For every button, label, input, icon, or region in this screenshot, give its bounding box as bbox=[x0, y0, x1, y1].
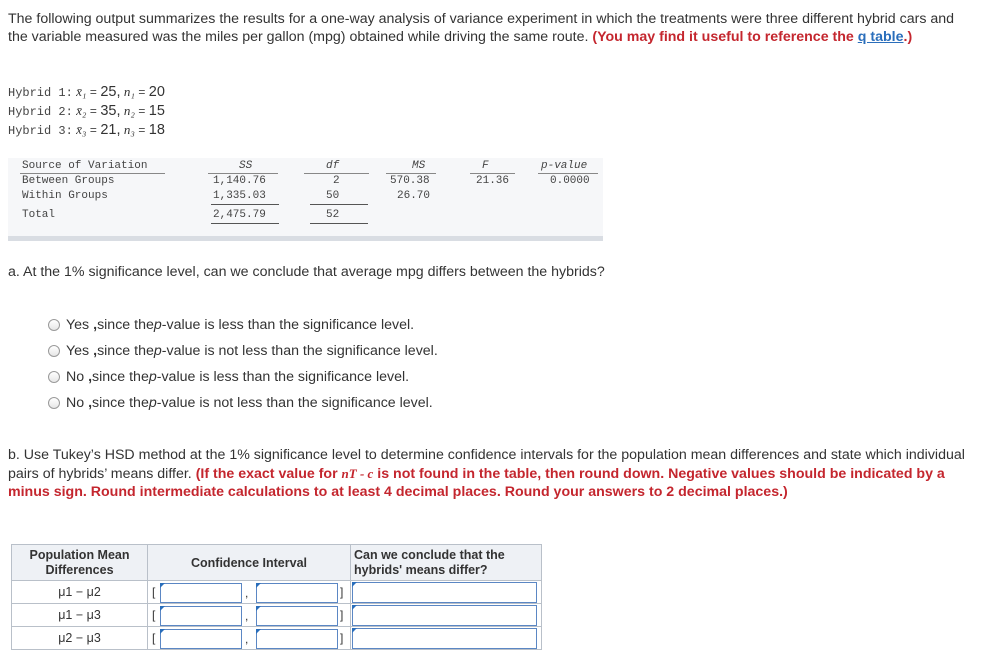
option-a-2[interactable] bbox=[48, 342, 438, 360]
anova-row-df: 2 bbox=[333, 175, 340, 187]
option-post: -value is less than the significance level. bbox=[156, 369, 410, 385]
anova-divider bbox=[8, 236, 603, 241]
input-marker bbox=[256, 583, 261, 588]
open-bracket: [ bbox=[152, 585, 156, 599]
conclusion-select[interactable] bbox=[352, 605, 537, 626]
close-bracket: ] bbox=[340, 608, 344, 622]
n-value: 20 bbox=[148, 84, 165, 100]
anova-row-source: Between Groups bbox=[22, 175, 115, 187]
option-post: -value is less than the significance level. bbox=[161, 317, 415, 333]
conclusion-select[interactable] bbox=[352, 582, 537, 603]
n-value: 18 bbox=[148, 122, 165, 138]
anova-row-ss: 1,140.76 bbox=[213, 175, 266, 187]
df-underline bbox=[310, 204, 368, 205]
option-pre: since the bbox=[97, 317, 154, 333]
q-table-link[interactable]: q table bbox=[857, 29, 904, 45]
conclusion-select[interactable] bbox=[352, 628, 537, 649]
conclusion-cell bbox=[351, 627, 542, 650]
header-confidence-interval: Confidence Interval bbox=[148, 545, 351, 581]
option-p: p bbox=[148, 395, 157, 411]
n-symbol: n₂ bbox=[123, 103, 135, 118]
ci-cell bbox=[148, 627, 351, 650]
open-bracket: [ bbox=[152, 608, 156, 622]
anova-row-f: 21.36 bbox=[476, 175, 510, 187]
option-lead: Yes bbox=[66, 317, 90, 333]
n-symbol: n₃ bbox=[123, 122, 135, 137]
option-p: p bbox=[148, 369, 157, 385]
input-marker bbox=[160, 583, 165, 588]
ci-cell bbox=[148, 581, 351, 604]
option-sep: , bbox=[88, 369, 93, 385]
ci-lower-input[interactable] bbox=[160, 606, 242, 626]
anova-header-ss: SS bbox=[239, 160, 253, 172]
n-symbol: n₁ bbox=[123, 84, 135, 99]
ci-upper-input[interactable] bbox=[256, 583, 338, 603]
radio-button[interactable] bbox=[48, 319, 60, 331]
df-underline bbox=[310, 223, 368, 224]
anova-row-ms: 570.38 bbox=[390, 175, 430, 187]
tukey-table bbox=[11, 544, 542, 650]
xbar-value: 35, bbox=[100, 103, 121, 119]
anova-row-ms: 26.70 bbox=[397, 190, 431, 202]
input-marker bbox=[160, 606, 165, 611]
radio-button[interactable] bbox=[48, 371, 60, 383]
radio-button[interactable] bbox=[48, 397, 60, 409]
option-pre: since the bbox=[97, 343, 154, 359]
ci-cell bbox=[148, 604, 351, 627]
close-bracket: ] bbox=[340, 631, 344, 645]
hybrid-label: Hybrid 3: bbox=[8, 124, 73, 138]
hybrid-label: Hybrid 2: bbox=[8, 105, 73, 119]
question-b-hint-2: is not found in the table, then round down. Negative values should be indicated by a minus sign. Round intermediate calculations to at least 4 decimal places. Round your answers to 2 decimal places.) bbox=[8, 465, 945, 500]
ci-lower-input[interactable] bbox=[160, 629, 242, 649]
xbar-symbol: x̄₂ bbox=[76, 103, 87, 118]
pair-label: μ2 − μ3 bbox=[12, 627, 148, 650]
hybrid-label: Hybrid 1: bbox=[8, 86, 73, 100]
question-b-hint-1: (If the exact value for bbox=[195, 465, 342, 482]
hybrid-2-summary: Hybrid 2: x̄₂ = 35, n₂ = 15 bbox=[8, 103, 165, 119]
xbar-symbol: x̄₁ bbox=[76, 84, 87, 99]
xbar-symbol: x̄₃ bbox=[76, 122, 87, 137]
input-marker bbox=[352, 628, 357, 633]
anova-row-df: 52 bbox=[326, 209, 340, 221]
anova-header-pvalue: p-value bbox=[541, 160, 588, 172]
anova-header-source: Source of Variation bbox=[22, 160, 148, 172]
question-b bbox=[8, 446, 968, 502]
question-b-text: b. Use Tukey’s HSD method at the 1% significance level to determine confidence intervals for the population mean differences and state which individual pairs of hybrids’ means differ. bbox=[8, 447, 965, 482]
conclusion-cell bbox=[351, 581, 542, 604]
intro-hint bbox=[592, 29, 912, 45]
option-post: -value is not less than the significance level. bbox=[161, 343, 438, 359]
close-bracket: ] bbox=[340, 585, 344, 599]
ci-upper-input[interactable] bbox=[256, 629, 338, 649]
anova-header-f: F bbox=[482, 160, 489, 172]
xbar-value: 25, bbox=[100, 84, 121, 100]
option-pre: since the bbox=[92, 395, 149, 411]
comma: , bbox=[245, 632, 249, 646]
option-lead: Yes bbox=[66, 343, 90, 359]
option-sep: , bbox=[93, 317, 98, 333]
ci-lower-input[interactable] bbox=[160, 583, 242, 603]
option-sep: , bbox=[93, 343, 98, 359]
option-a-1[interactable] bbox=[48, 316, 414, 334]
problem-intro bbox=[8, 10, 968, 46]
comma: , bbox=[245, 609, 249, 623]
ci-upper-input[interactable] bbox=[256, 606, 338, 626]
anova-row-ss: 2,475.79 bbox=[213, 209, 266, 221]
open-bracket: [ bbox=[152, 631, 156, 645]
pair-label: μ1 − μ3 bbox=[12, 604, 148, 627]
anova-row-source: Within Groups bbox=[22, 190, 108, 202]
anova-header-ms: MS bbox=[412, 160, 426, 172]
anova-header-df: df bbox=[326, 160, 340, 172]
option-sep: , bbox=[88, 395, 93, 411]
option-pre: since the bbox=[92, 369, 149, 385]
intro-hint-pre: (You may find it useful to reference the bbox=[592, 29, 858, 45]
header-population-mean: Population Mean Differences bbox=[12, 545, 148, 581]
input-marker bbox=[160, 629, 165, 634]
anova-row-pvalue: 0.0000 bbox=[550, 175, 590, 187]
option-post: -value is not less than the significance level. bbox=[156, 395, 433, 411]
option-p: p bbox=[153, 343, 162, 359]
anova-row-df: 50 bbox=[326, 190, 340, 202]
hybrid-1-summary: Hybrid 1: x̄₁ = 25, n₁ = 20 bbox=[8, 84, 165, 100]
input-marker bbox=[352, 605, 357, 610]
option-lead: No bbox=[66, 369, 85, 385]
input-marker bbox=[352, 582, 357, 587]
anova-row-source: Total bbox=[22, 209, 56, 221]
conclusion-cell bbox=[351, 604, 542, 627]
option-a-3[interactable] bbox=[48, 368, 409, 386]
radio-button[interactable] bbox=[48, 345, 60, 357]
anova-row-ss: 1,335.03 bbox=[213, 190, 266, 202]
xbar-value: 21, bbox=[100, 122, 121, 138]
anova-table bbox=[8, 158, 603, 240]
nt-minus-c: nT - c bbox=[341, 465, 374, 481]
ss-underline bbox=[211, 204, 279, 205]
intro-hint-post: .) bbox=[903, 29, 913, 45]
input-marker bbox=[256, 629, 261, 634]
option-a-4[interactable] bbox=[48, 394, 433, 412]
n-value: 15 bbox=[148, 103, 165, 119]
option-p: p bbox=[153, 317, 162, 333]
hybrid-3-summary: Hybrid 3: x̄₃ = 21, n₃ = 18 bbox=[8, 122, 165, 138]
option-lead: No bbox=[66, 395, 85, 411]
ss-underline bbox=[211, 223, 279, 224]
comma: , bbox=[245, 586, 249, 600]
question-a: a. At the 1% significance level, can we conclude that average mpg differs between the hybrids? bbox=[8, 264, 605, 280]
header-conclusion: Can we conclude that the hybrids' means differ? bbox=[351, 545, 542, 581]
pair-label: μ1 − μ2 bbox=[12, 581, 148, 604]
input-marker bbox=[256, 606, 261, 611]
intro-text: The following output summarizes the results for a one-way analysis of variance experiment in which the treatments were three different hybrid cars and the variable measured was the miles per gallon (mpg) obtained while driving the same route. bbox=[8, 11, 955, 45]
